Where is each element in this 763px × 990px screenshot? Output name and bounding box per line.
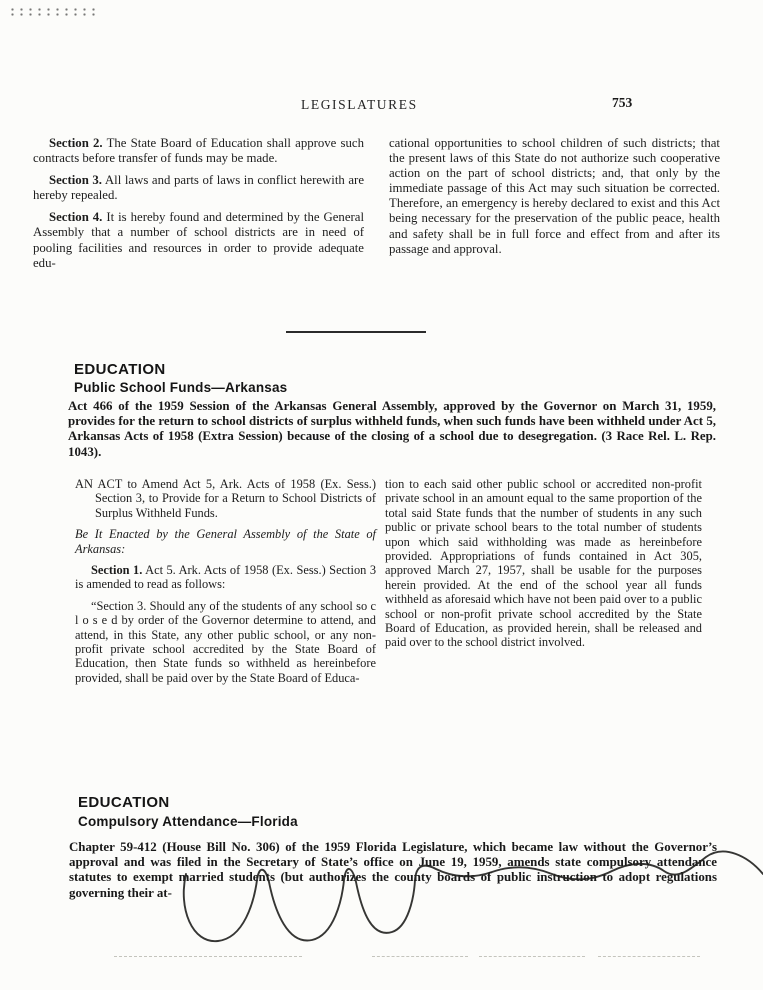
paragraph-section-1 <box>75 563 376 592</box>
florida-summary-paragraph: Chapter 59-412 (House Bill No. 306) of the 1959 Florida Legislature, which became law without the Governor’s approval and was filed in the Secretary of State’s office on June 19, 1959, amends state compulsory attendance statutes to exempt married students (but authorizes the county boards of public instruction to adopt regulations governing their at- <box>69 840 717 900</box>
section-divider-rule <box>286 331 426 333</box>
running-head-title: LEGISLATURES <box>301 97 418 112</box>
scan-artifact-lines <box>0 956 763 960</box>
paragraph-arkansas-continuation: tion to each said other public school or accredited non-profit private school in an amount equal to the same proportion of the total said State funds that the number of students in any such public or private school bears to the total number of students upon which said withholding was made as hereinbefore provided. Appropriations of funds contained in Act 305, approved March 27, 1957, shall be usable for the purposes herein provided. At the end of the school year all funds withheld as aforesaid which have not been paid over to a public school or non-profit private school accredited by the State Board of Education, as provided herein, shall be released and paid over to the school district involved. <box>385 477 702 650</box>
top-right-column <box>389 136 720 257</box>
paragraph-enacting-clause: Be It Enacted by the General Assembly of the State of Arkansas: <box>75 527 376 556</box>
section-4-label: Section 4. <box>49 210 103 225</box>
arkansas-right-column <box>385 477 702 650</box>
top-left-column <box>33 136 364 271</box>
scan-artifact-line <box>479 956 585 957</box>
education-heading-arkansas: EDUCATION <box>74 361 166 378</box>
paragraph-section-4 <box>33 210 364 270</box>
scan-artifact-line <box>372 956 468 957</box>
scan-artifact-line <box>114 956 302 957</box>
arkansas-summary-paragraph: Act 466 of the 1959 Session of the Arkansas General Assembly, approved by the Governor on March 31, 1959, provides for the return to school districts of surplus withheld funds, when such funds have been withheld under Act 5, Arkansas Acts of 1958 (Extra Session) because of the closing of a school due to desegregation. (3 Race Rel. L. Rep. 1043). <box>68 399 716 459</box>
paragraph-section-2 <box>33 136 364 166</box>
section-3-label: Section 3. <box>49 173 103 188</box>
scan-artifact-dots <box>8 7 100 16</box>
section-4-text: It is hereby found and determined by the General Assembly that a number of school districts are in need of pooling facilities and resources in order to provide adequate edu- <box>33 210 365 270</box>
section-2-label: Section 2. <box>49 136 103 150</box>
section-3-text: All laws and parts of laws in conflict herewith are hereby repealed. <box>33 173 365 203</box>
education-heading-florida: EDUCATION <box>78 794 170 811</box>
section-2-text: The State Board of Education shall approve such contracts before transfer of funds may be made. <box>33 136 364 166</box>
paragraph-quoted-section-3: “Section 3. Should any of the students of any school so c l o s e d by order of the Governor determine to attend, and attend, in this State, any other public school, or any non-profit private school accredited by the State Board of Education, then State funds so withheld as hereinbefore provided, shall be paid over by the State Board of Educa- <box>75 598 376 685</box>
paragraph-section-3 <box>33 173 364 203</box>
page-number: 753 <box>612 95 633 110</box>
subheading-public-school-funds-arkansas: Public School Funds—Arkansas <box>74 380 288 395</box>
section-1-text: Act 5. Ark. Acts of 1958 (Ex. Sess.) Section 3 is amended to read as follows: <box>75 563 377 592</box>
paragraph-emergency-clause: cational opportunities to school children of such districts; that the present laws of this State do not authorize such cooperative action on the part of school districts; and, that only by the immediate passage of this Act may such situation be corrected. Therefore, an emergency is hereby declared to exist and this Act being necessary for the preservation of the public peace, health and safety shall be in full force and effect from and after its passage and approval. <box>389 136 720 256</box>
arkansas-left-column <box>75 477 376 685</box>
subheading-compulsory-attendance-florida: Compulsory Attendance—Florida <box>78 814 298 829</box>
section-1-label: Section 1. <box>91 563 143 578</box>
scan-artifact-line <box>598 956 700 957</box>
paragraph-an-act-title: AN ACT to Amend Act 5, Ark. Acts of 1958 (Ex. Sess.) Section 3, to Provide for a Return to School Districts of Surplus Withheld Funds. <box>75 477 376 520</box>
